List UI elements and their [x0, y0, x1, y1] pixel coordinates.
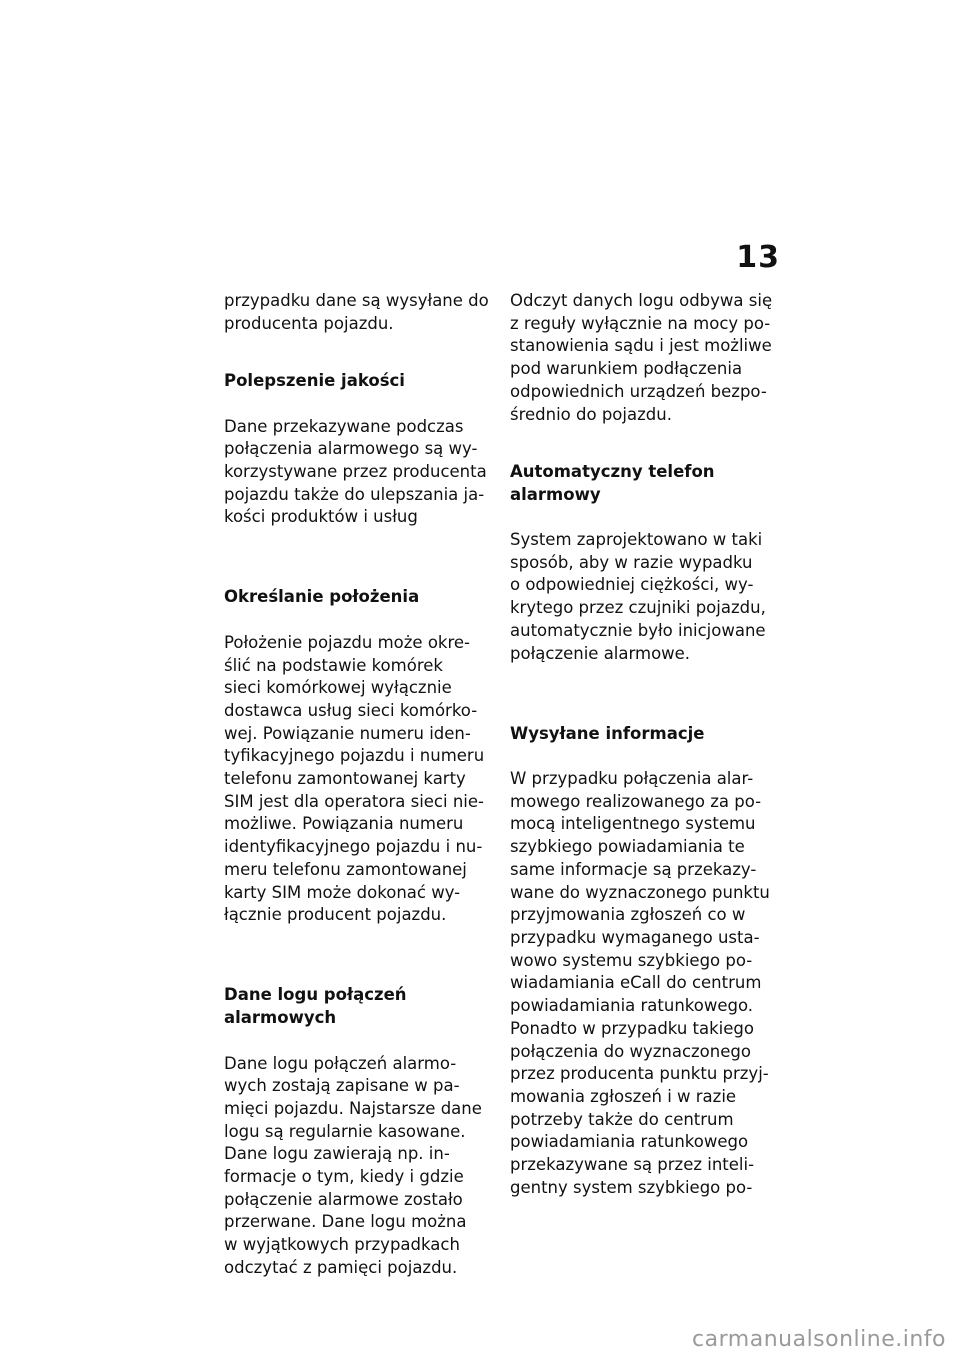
section-location [224, 564, 496, 950]
section-heading: Dane logu połączeń alarmowych [224, 985, 407, 1028]
section-body: W przypadku połączenia alar- mowego realizowanego za po- mocą inteligentnego systemu szybkiego powiadamiania te same informacje są przekazy- wane do wyznaczonego punktu przyjmowania zgłoszeń co w przypadku wymaganego usta- wowo systemu szybkiego po- wiadamiania eCall do centrum powiadamiania ratunkowego. Ponadto w przypadku takiego połączenia do wyznaczonego przez producenta punktu przyj- mowania zgłoszeń i w razie potrzeby także do centrum powiadamiania ratunkowego przekazywane są przez inteli- gentny system szybkiego po- [510, 769, 770, 1197]
section-body: Dane przekazywane podczas połączenia alarmowego są wy- korzystywane przez producenta pojazdu także do ulepszania ja- kości produktów i usług [224, 416, 487, 527]
left-intro-paragraph: przypadku dane są wysyłane do producenta pojazdu. [224, 291, 489, 333]
section-call-log [224, 962, 496, 1303]
right-intro-paragraph: Odczyt danych logu odbywa się z reguły wyłącznie na mocy po- stanowienia sądu i jest możliwe pod warunkiem podłączenia odpowiednich urządzeń bezpo- średnio do pojazdu. [510, 291, 773, 424]
section-body: Dane logu połączeń alarmo- wych zostają zapisane w pa- mięci pojazdu. Najstarsze dane logu są regularnie kasowane. Dane logu zawierają np. in- formacje o tym, kiedy i gdzie połączenie alarmowe zostało przerwane. Dane logu można w wyjątkowych przypadkach odczytać z pamięci pojazdu. [224, 1053, 482, 1277]
section-sent-information [510, 700, 786, 1222]
section-heading: Określanie położenia [224, 587, 420, 607]
section-automatic-call [510, 438, 786, 688]
section-heading: Automatyczny telefon alarmowy [510, 461, 715, 504]
section-quality [224, 347, 496, 551]
section-body: System zaprojektowano w taki sposób, aby w razie wypadku o odpowiedniej ciężkości, wy- krytego przez czujniki pojazdu, automatycznie było inicjowane połączenie alarmowe. [510, 530, 766, 663]
left-column [224, 290, 496, 1302]
section-heading: Wysyłane informacje [510, 723, 705, 743]
watermark: carmanualsonline.info [692, 1327, 946, 1352]
page-number: 13 [736, 240, 780, 275]
section-body: Położenie pojazdu może okre- ślić na podstawie komórek sieci komórkowej wyłącznie dostawca usług sieci komórko- wej. Powiązanie numeru iden- tyfikacyjnego pojazdu i numeru telefonu zamontowanej karty SIM jest dla operatora sieci nie- możliwe. Powiązania numeru identyfikacyjnego pojazdu i nu- meru telefonu zamontowanej karty SIM może dokonać wy- łącznie producent pojazdu. [224, 632, 485, 925]
right-column [510, 290, 786, 1222]
section-heading: Polepszenie jakości [224, 371, 405, 391]
